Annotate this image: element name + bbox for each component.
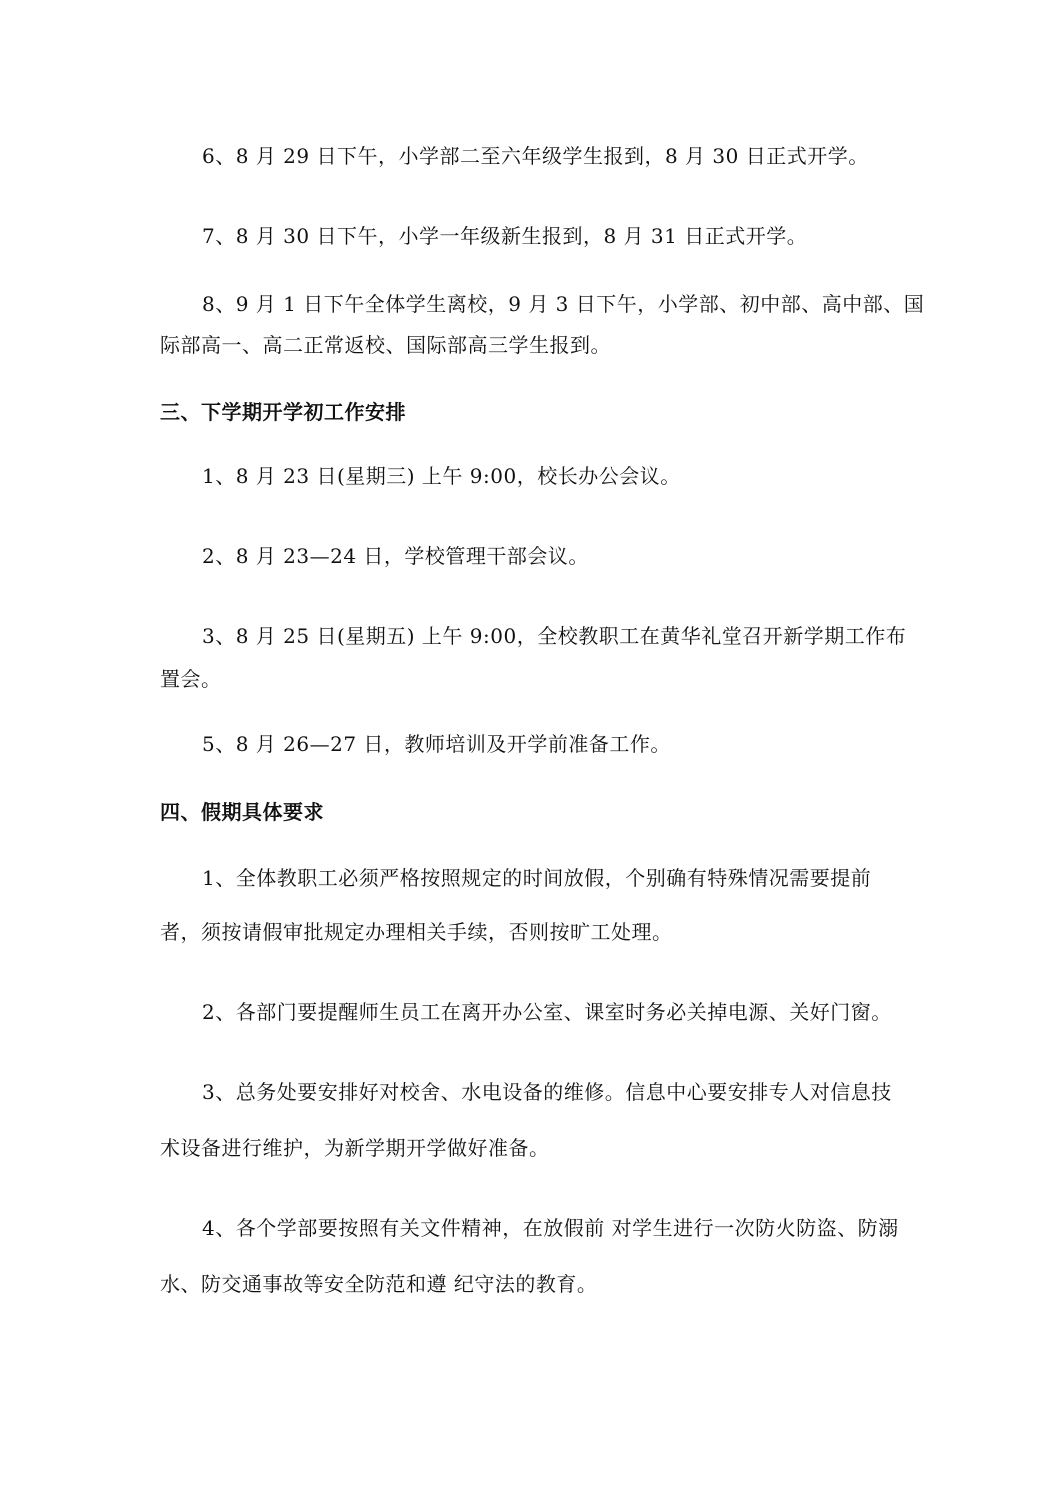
item-6-paragraph: 6、8 月 29 日下午，小学部二至六年级学生报到，8 月 30 日正式开学。 <box>202 144 869 168</box>
item-7-paragraph: 7、8 月 30 日下午，小学一年级新生报到，8 月 31 日正式开学。 <box>202 224 808 248</box>
section-3-item-5: 5、8 月 26—27 日，教师培训及开学前准备工作。 <box>202 732 671 756</box>
section-4-item-4-line-1: 4、各个学部要按照有关文件精神，在放假前 对学生进行一次防火防盗、防溺 <box>202 1216 899 1240</box>
item-8-paragraph-line-2: 际部高一、高二正常返校、国际部高三学生报到。 <box>160 333 611 357</box>
section-3-item-1: 1、8 月 23 日(星期三) 上午 9:00，校长办公会议。 <box>202 464 681 488</box>
item-8-paragraph-line-1: 8、9 月 1 日下午全体学生离校，9 月 3 日下午，小学部、初中部、高中部、国 <box>202 292 925 316</box>
section-heading-3: 三、下学期开学初工作安排 <box>160 400 406 424</box>
section-4-item-1-line-1: 1、全体教职工必须严格按照规定的时间放假，个别确有特殊情况需要提前 <box>202 866 872 890</box>
section-4-item-4-line-2: 水、防交通事故等安全防范和遵 纪守法的教育。 <box>160 1272 598 1296</box>
section-4-item-2: 2、各部门要提醒师生员工在离开办公室、课室时务必关掉电源、关好门窗。 <box>202 1000 892 1024</box>
section-3-item-2: 2、8 月 23—24 日，学校管理干部会议。 <box>202 544 589 568</box>
section-4-item-3-line-1: 3、总务处要安排好对校舍、水电设备的维修。信息中心要安排专人对信息技 <box>202 1080 892 1104</box>
section-4-item-3-line-2: 术设备进行维护，为新学期开学做好准备。 <box>160 1136 550 1160</box>
section-3-item-3-line-2: 置会。 <box>160 667 222 691</box>
section-3-item-3-line-1: 3、8 月 25 日(星期五) 上午 9:00，全校教职工在黄华礼堂召开新学期工作布 <box>202 624 907 648</box>
section-4-item-1-line-2: 者，须按请假审批规定办理相关手续，否则按旷工处理。 <box>160 920 673 944</box>
section-heading-4: 四、假期具体要求 <box>160 800 324 824</box>
